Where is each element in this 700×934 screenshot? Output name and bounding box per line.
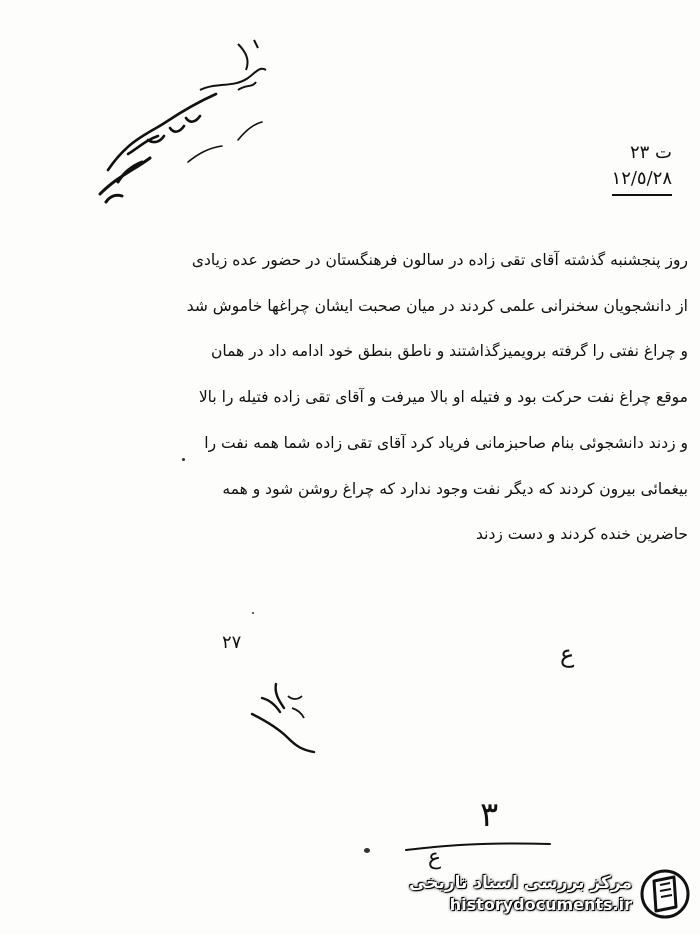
margin-mark: ع	[560, 640, 575, 668]
watermark-url: historydocuments.ir	[449, 895, 632, 914]
archive-logo-icon	[640, 867, 690, 921]
reference-number: ت ٢٣	[629, 142, 672, 163]
body-line: و زدند دانشجوئی بنام صاحبزمانی فریاد کرد آقای تقی زاده شما همه نفت را	[204, 433, 688, 452]
watermark-text	[409, 872, 632, 916]
body-line: بیغمائی بیرون کردند که دیگر نفت وجود ندارد که چراغ روشن شود و همه	[222, 479, 688, 498]
watermark-title: مرکز بررسی اسناد تاریخی	[409, 873, 632, 893]
page-number: ٢٧	[222, 632, 242, 653]
handwritten-annotation-top	[88, 30, 298, 210]
body-line: موقع چراغ نفت حرکت بود و فتیله او بالا میرفت و آقای تقی زاده فتیله را بالا	[198, 388, 688, 407]
body-line: روز پنجشنبه گذشته آقای تقی زاده در سالون فرهنگستان در حضور عده زیادی	[191, 251, 688, 269]
ink-speck	[364, 848, 370, 853]
signature	[232, 668, 342, 758]
ink-speck	[252, 612, 254, 614]
bottom-number: ٣	[480, 795, 499, 835]
ink-speck	[182, 458, 185, 461]
document-body	[58, 238, 688, 558]
body-line: حاضرین خنده کردند و دست زدند	[476, 525, 688, 544]
watermark	[400, 862, 690, 926]
reference-date: ١٢/٥/٢٨	[612, 166, 672, 196]
bottom-mark: ع	[428, 845, 442, 870]
body-line: و چراغ نفتی را گرفته برویمیزگذاشتند و ناطق بنطق خود ادامه داد در همان	[210, 342, 688, 361]
body-line: از دانشجویان سخنرانی علمی کردند در میان صحبت ایشان چراغها خاموش شد	[186, 296, 688, 315]
reference-block	[512, 140, 672, 196]
